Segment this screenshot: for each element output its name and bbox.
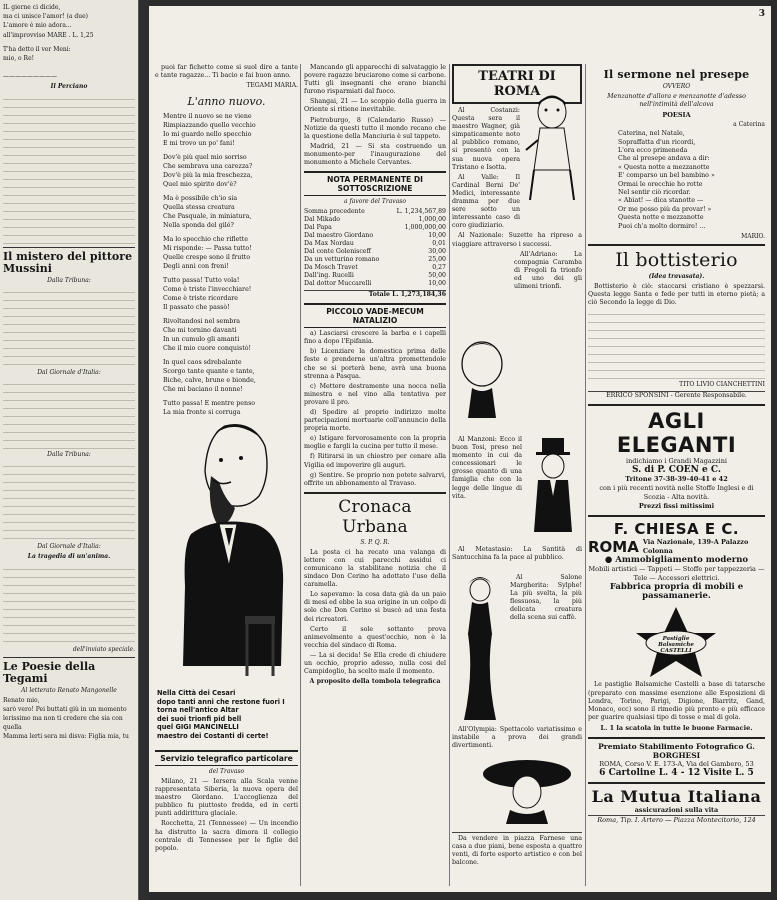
nota-donor: Dal Papa <box>304 224 332 232</box>
chiesa-ammobigliamento: ● Ammobigliamento moderno <box>604 555 749 566</box>
piccolo-item: f) Ritirarsi in un chiostro per cenare alla Vigilia ed impoverire gli auguri. <box>304 453 446 469</box>
sermone-poem-line: E' comparso un bel bambino » <box>618 172 715 180</box>
nota-donor: Dal Mikado <box>304 216 341 224</box>
olympia-news: All'Olympia: Spettacolo variatissimo e instabile a prova dei grandi divertimenti. <box>452 726 582 750</box>
poem-line: Quel mio spirito dov'è? <box>163 181 237 189</box>
poem-line: Biche, calve, brune e bionde, <box>163 377 256 385</box>
lp-line: IL gierne ci dicide, <box>3 4 61 11</box>
poem-line: Quelle crespe sono il frutto <box>163 254 251 262</box>
poem-stanza <box>163 153 298 189</box>
poem-line: Ma è possibile ch'io sia <box>163 195 238 203</box>
borghesi-prices: 6 Cartoline L. 4 - 12 Visite L. 5 <box>599 767 754 778</box>
sermone-poem-line: Che al presepe andava a dir: <box>618 155 710 163</box>
poem-line: Degli anni con freni! <box>163 263 229 271</box>
chiesa-fabbrica: Fabbrica propria di mobili e passamanerie. <box>609 582 744 602</box>
bottisterio-text-wrap <box>588 283 765 379</box>
nota-amount: 1,000,000,00 <box>404 224 446 232</box>
tristan-caricature <box>522 90 582 210</box>
lp-tragedia: La tragedia di un'anima. <box>27 553 111 561</box>
piccolo-item: b) Licenziare la domestica prima delle feste e prenderne un'altra promettendole che se si porterà bene, avrà una buona strenna a Pasqua. <box>304 348 446 380</box>
poem-line: Che sembrava una carezza? <box>163 163 253 171</box>
sermone-sub: OVVERO <box>662 83 691 90</box>
piccolo-item: a) Lasciarsi crescere la barba e i capelli fino a dopo l'Epifania. <box>304 330 446 346</box>
poem-line: Rimpiazzando quello vecchio <box>163 122 256 130</box>
lp-line: sarò vero! Pei buttati giù in un momento <box>3 706 127 714</box>
poem-line: Ma lo specchio che riflette <box>163 236 248 244</box>
poem-line: In un cumulo gli amanti <box>163 336 240 344</box>
nota-donor: Dal maestro Giordano <box>304 232 374 240</box>
nota-donor: Somma precedente <box>304 208 365 216</box>
bottisterio-text: Bottisterio è ciò: staccarsi cristiano è spezzarsi. Questa legge Santa e fede per tutti in eterno pietà; a ciò Secondo la legge di Dio. <box>588 283 765 307</box>
piccolo-item: d) Spedire al proprio indirizzo molte partecipazioni mortuarie coll'annuncio della propria morte. <box>304 408 446 433</box>
shanghai-news: Shangai, 21 — Lo scoppio della guerra in Oriente si ritiene inevitabile. <box>304 98 446 114</box>
borghesi-ad <box>588 737 765 778</box>
sermone-poem-line: « Questa notte a mezzanotte <box>618 163 710 171</box>
margherita-news: Al Salone Margherita: Sylphe! La più svelta, la più flessuosa, la più delicata creatura della scena sui caffè. <box>510 574 582 622</box>
poem-line: Che il mio cuore conquistò! <box>163 345 252 353</box>
chiesa-row <box>588 538 765 556</box>
chiesa-amm-text: Ammobigliamento moderno <box>615 555 749 566</box>
piccolo-item: e) Istigare fervorosamente con la propria moglie e fargli la cucina per tutto il mese. <box>304 435 446 451</box>
nota-row <box>304 272 446 280</box>
bottisterio-text-block <box>588 309 765 379</box>
poem-line: Come è triste l'invecchiare! <box>163 286 252 294</box>
nota-heading: NOTA PERMANENTE DI SOTTOSCRIZIONE <box>304 171 446 196</box>
poem-line: Il passato che passò! <box>163 304 230 312</box>
column-3 <box>452 64 582 884</box>
vendere-wrap <box>452 832 582 869</box>
sermone-heading: Il sermone nel presepe <box>603 68 750 81</box>
nota-amount: 30,00 <box>428 248 446 256</box>
servizio-heading: Servizio telegrafico particolare <box>155 750 298 766</box>
poem-line: Che Pasquale, in miniatura, <box>163 213 252 221</box>
poem-line: Dov'è più la mia freschezza, <box>163 172 253 180</box>
costanzi-news: Al Costanzi: Questa sera il maestro Wagner, già simpaticamente noto al pubblico romano, si presentò con la sua nuova opera Tristano e Isotta. <box>452 107 520 171</box>
nota-amount: 0,27 <box>432 264 446 272</box>
poem-line: E mi trovo un po' fani! <box>163 140 235 148</box>
poem-line: Che mi tornino davanti <box>163 327 237 335</box>
nota-donor: Dal conte Golenisceff <box>304 248 371 256</box>
lp-text-block <box>3 94 135 244</box>
agli-prices: Prezzi fissi mitissimi <box>638 502 715 511</box>
olympia-wrap <box>452 726 582 752</box>
poem-stanza <box>163 358 298 394</box>
bottisterio-sub: (Idea travasata). <box>648 273 705 281</box>
cronaca-heading: Cronaca Urbana <box>304 492 446 537</box>
sermone-poem <box>588 130 765 231</box>
mancinelli-portrait <box>155 416 298 684</box>
caption-line: dei suoi trionfi pid bell <box>157 714 242 723</box>
mutua-ad <box>588 782 765 825</box>
lp-giornale-2: Dal Giornale d'Italia: <box>37 543 101 551</box>
nazionale-news: Al Nazionale: Suzette ha ripreso a viaggiare attraverso i successi. <box>452 232 582 248</box>
column-1 <box>155 64 298 884</box>
poem-line: Rivoltandosi nel sembra <box>163 318 241 326</box>
nota-donor: Dall'ing. Rucelli <box>304 272 354 280</box>
lp-line: T'ha detto il ver Meni: <box>3 45 71 53</box>
caption-line: quel GIGI MANCINELLI <box>157 723 239 732</box>
poem-line: Mi risponde: — Passa tutto! <box>163 245 252 253</box>
poem-line: Che mi baciano il nonne! <box>163 386 243 394</box>
cronaca-paragraph: A proposito della tombola telegrafica <box>309 678 441 686</box>
nota-row <box>304 216 446 224</box>
teatri-heading: TEATRI DI ROMA <box>452 64 582 104</box>
lp-tribuna-2: Dalla Tribuna: <box>47 451 91 459</box>
page-number: 3 <box>758 9 765 19</box>
nota-amount: 25,00 <box>428 256 446 264</box>
nota-amount: L. 1,234,567,89 <box>396 208 446 216</box>
sermone-poem-line: Nel sentir ciò ricordar. <box>618 189 691 197</box>
bottisterio-heading: Il bottisterio <box>588 244 765 271</box>
nota-total: Totale L. 1,273,184,36 <box>304 290 446 299</box>
mutua-sub: assicurazioni sulla vita <box>634 805 719 814</box>
nota-amount: 1,000,00 <box>418 216 446 224</box>
poesia-dedica: a Caterina <box>733 121 765 129</box>
gerente-line: ERRICO SPONSINI - Gerente Responsabile. <box>588 391 765 400</box>
poem-stanza <box>163 112 298 148</box>
nota-sub: a favore del Travaso <box>344 198 406 206</box>
nota-amount: 10,00 <box>428 232 446 240</box>
column-2 <box>304 64 446 884</box>
piccolo-list <box>304 330 446 488</box>
sermone-poem-line: Caterina, nel Natale, <box>618 130 685 138</box>
column-rule <box>300 64 301 886</box>
lp-giornale: Dal Giornale d'Italia: <box>37 368 101 376</box>
adriano-caricature <box>452 334 512 419</box>
manzoni-caricature <box>524 436 582 536</box>
lp-mistero-heading: Il mistero del pittore Mussini <box>3 249 133 275</box>
lp-line: ma ci unisce l'amor! (a due) <box>3 13 88 21</box>
adriano-news: All'Adriano: La compagnia Caramba di Fregoli fa trionfo ed uno dei gli ulimeni trionfi. <box>514 250 582 290</box>
agli-heading: AGLI ELEGANTI <box>616 409 737 458</box>
pastiglie-price: L. 1 la scatola in tutte le buone Farmacie. <box>600 723 753 732</box>
col1-intro-text: puoi far fichetto come si suol dire a tante e tante ragazze... Ti bacio e fai buon anno. <box>155 64 298 80</box>
poem-line: Scorgo tante quante e tante, <box>163 368 255 376</box>
borghesi-heading: Premiato Stabilimento Fotografico G. BORGHESI <box>598 741 755 760</box>
chiesa-ad <box>588 515 765 601</box>
nota-donor: Da un vetturino romano <box>304 256 380 264</box>
nota-row <box>304 224 446 232</box>
nota-row <box>304 240 446 248</box>
cronaca-paragraph: Lo sapevamo: la cosa data già da un paio di mesi ed ebbe la sua origine in un colpo di sole che Don Cerino si buscò ad una festa dei ricreatori. <box>304 591 446 623</box>
column-rule <box>449 64 450 886</box>
lp-text-block <box>3 564 135 644</box>
poem-line: Dov'è più quel mio sorriso <box>163 154 247 162</box>
nota-row <box>304 256 446 264</box>
poem-line: La mia fronte si corruga <box>163 409 241 417</box>
lp-line: mio, o Re! <box>3 55 35 63</box>
lp-perciano: Il Perciano <box>50 83 88 91</box>
left-page-text: IL gierne ci dicide, ma ci unisce l'amor! (a due) L'amore è mio adora... all'improvviso MARE . L. 1,25 T'ha detto il ver Meni: mio, o Re! ————————— Il Perciano Il mistero del pittore Mussini Dalla Tribuna: Dal Giornale d'Italia: Dalla Tribuna: Dal Giornale d'Italia: La tragedia di un'anima. dell'inviato speciale. Le Poesie della Tegami Al letterato Renato Mangonelle Renato mio, sarò vero! Pei buttati giù in un momento lerissimo ma non ti credere che sia con quella Mamma lerti sera mi disva: Figlia mia, tu <box>3 4 135 740</box>
manzoni-news: Al Manzoni: Ecco il buon Tosi, preso nel momento in cui da concessionari le grosse quanto di una famiglia che con la legge delle lingue di vita. <box>452 436 522 500</box>
agli-eleganti-ad <box>588 404 765 511</box>
valle-news: Al Valle: Il Cardinal Berni De' Medici, interessante dramma per due sere sotto un interessante caso di coro giudiziario. <box>452 173 520 230</box>
lp-line: Renato mio, <box>3 697 40 705</box>
bottisterio-signature: TITO LIVIO CIANCHETTINI <box>679 381 765 389</box>
pastiglie-text-wrap <box>588 681 765 721</box>
sermone-poem-line: Puoi ch'a molto dormire! ... <box>618 222 706 230</box>
poem-line: Tutto passa! Tutto vola! <box>163 277 240 285</box>
nota-row <box>304 248 446 256</box>
spqr: S. P. Q. R. <box>360 538 390 546</box>
caption-line: dopo tanti anni che restone fuori I <box>157 697 285 706</box>
pastiglie-emblem <box>588 605 765 681</box>
sermone-poem-line: Ormai le orecchie ho rotte <box>618 180 703 188</box>
nota-row <box>304 264 446 272</box>
agli-text: con i più recenti novità nelle Stoffe Inglesi e di Scozia - Alta novità. <box>599 484 754 502</box>
cronaca-paragraph: Certo il sole sottanto prova animevolmente a quest'occhio, non è la vecchia del sindaco di Roma. <box>304 625 446 649</box>
poem-stanza <box>163 317 298 353</box>
page-gutter <box>139 0 149 900</box>
poem-line: Quella stessa creatura <box>163 204 235 212</box>
col2-news <box>304 64 446 167</box>
agli-firm: S. di P. COEN e C. <box>631 465 722 476</box>
sermone-poem-line: Questa notte e mezzanotte <box>618 214 704 222</box>
caption-line: torna nell'antico Altar <box>157 706 239 715</box>
margherita-wrap <box>510 574 582 625</box>
poem-line: Nella sponda del gilé? <box>163 222 234 230</box>
cronaca-list <box>304 549 446 687</box>
sermone-poem-line: Or me posso più da provar! » <box>618 205 712 213</box>
nota-row <box>304 232 446 240</box>
chiesa-heading: F. CHIESA E C. <box>613 520 740 539</box>
col1-intro <box>155 64 298 80</box>
piccolo-heading: PICCOLO VADE-MECUM NATALIZIO <box>304 303 446 328</box>
col3-news-mid <box>452 232 582 248</box>
column-rule <box>585 64 586 886</box>
pietroburgo-news: Pietroburgo, 8 (Calendario Russo) — Notizie da questi tutto il mondo recano che la questione della Manciuria è sul tappeto. <box>304 116 446 140</box>
cronaca-paragraph: — La si decida! Se Ella crede di chiudere un occhio, proprio adesso, nulla cosi del Campidoglio, ha scelto male il momento. <box>304 651 446 676</box>
metastasio-wrap <box>452 546 582 564</box>
lp-line: Mamma lerti sera mi disva: Figlia mia, tu <box>3 732 129 740</box>
sermone-intro: Menzanotte d'allora e menzanotte d'adesso nell'intimità dell'alcova <box>607 93 746 109</box>
lp-tribuna: Dalla Tribuna: <box>47 276 91 284</box>
servizio-sub: del Travaso <box>208 768 245 775</box>
rocchetta-news: Rocchetta, 21 (Tennessee) — Un incendio ha distrutto la sacra dimora il collegio centrale di Tennessee per le figlie del popolo. <box>155 820 298 852</box>
servizio-section <box>155 746 298 855</box>
lp-line: L'amore è mio adora... <box>3 22 72 30</box>
metastasio-news: Al Metastasio: La Santità di Santucchina fa la pace al pubblico. <box>452 546 582 562</box>
lp-text-block <box>3 287 135 367</box>
nota-row <box>304 208 446 216</box>
nota-amount: 50,00 <box>428 272 446 280</box>
poem-line: Io mi guardo nello specchio <box>163 131 252 139</box>
tipografia-line: Roma, Tip. I. Artero — Piazza Montecitorio, 124 <box>588 815 765 825</box>
sylphe-caricature <box>452 574 508 724</box>
nota-donor: Dal dottor Muccarelli <box>304 280 372 288</box>
nota-amount: 0,01 <box>432 240 446 248</box>
col2-intro: Mancando gli apparecchi di salvataggio le povere ragazze bruciarono come si carbone. Tutti gli insegnanti che erano bianchi furono risparmiati dal fuoco. <box>304 64 446 96</box>
sermone-poem-line: L'ora ecco primeneda <box>618 147 688 154</box>
left-page <box>0 0 139 900</box>
poem-title: L'anno nuovo. <box>187 95 266 109</box>
hat-lady-caricature <box>482 754 572 824</box>
poem-stanza <box>163 235 298 271</box>
cronaca-paragraph: La posta ci ha recato una valanga di lettere con cui parecchi assidui ci comunicano la stabilitane notizia che il sindaco Don Cerino ha adottato l'uso della caramella. <box>304 548 446 589</box>
caption-line: Nella Città dei Cesari <box>157 689 236 697</box>
agli-address: Tritone 37-38-39-40-41 e 42 <box>625 475 728 484</box>
lp-poesie-heading: Le Poesie della Tegami <box>3 659 96 685</box>
nota-donor: Da Max Nordau <box>304 240 354 248</box>
lp-line: lerissimo ma non ti credere che sia con quella <box>3 715 123 731</box>
pastiglie-text: Le pastiglie Balsamiche Castelli a base di tatarsche (preparato con massime esenzione alle Esposizioni di Londra, Torino, Parigi, Digione, Biarritz, Gand, Monaco, ecc) sono il rimedio più pronto e più efficace per guarire qualsiasi tipo di tosse e mal di gola. <box>588 681 765 721</box>
caption-line: maestro dei Costanti di certe! <box>157 731 269 740</box>
poem-line: In quel caos sdrebalante <box>163 359 242 367</box>
column-4 <box>588 64 765 884</box>
poesia-label: POESIA <box>662 111 691 120</box>
adriano-news-wrap <box>514 251 582 291</box>
nota-amount: 10,00 <box>428 280 446 288</box>
poem-line: Come è triste ricordare <box>163 295 238 303</box>
milano-news: Milano, 21 — Iersera alla Scala venne rappresentata Siberia, la nuova opera del maestro Giordano. L'accoglienza del pubblico fu piuttosto fredda, ed in certi punti addirittura glaciale. <box>155 778 298 818</box>
nota-table <box>304 208 446 288</box>
poesia-signature: MARIO. <box>741 233 765 241</box>
poem-stanza <box>163 276 298 312</box>
mutua-heading: La Mutua Italiana <box>591 786 762 806</box>
portrait-caption <box>157 689 297 741</box>
lp-text-block <box>3 461 135 541</box>
vendere-notice: Da vendere in piazza Farnese una casa a due piani, bene esposta a quattro venti, di forte esporto artistico e con bel balcone. <box>452 835 582 867</box>
col3-news-top <box>452 107 520 230</box>
piccolo-item: c) Mettere destramente una nocca nella minestra e nel vino alla tentativa per provare il pro. <box>304 382 446 406</box>
chiesa-city: ROMA <box>588 538 639 557</box>
lp-text-block <box>3 379 135 449</box>
manzoni-wrap <box>452 436 522 503</box>
borghesi-address: ROMA, Corso V. E. 173-A, Via del Gambero, 53 <box>599 759 754 768</box>
pastiglie-label: Pastiglie Balsamiche CASTELLI <box>658 636 694 655</box>
poem-line: Tutto passa! E mentre penso <box>163 400 256 408</box>
chiesa-address: Via Nazionale, 139-A Palazzo Colonna <box>642 538 749 556</box>
agli-sub: indichiamo i Grandi Magazzini <box>625 457 727 466</box>
chiesa-items: Mobili artistici — Tappeti — Stoffe per tappezzeria — Tele — Accessori elettrici. <box>588 565 765 583</box>
poem-line: Mentre il nuovo se ne viene <box>163 113 252 121</box>
col1-intro-signature: TEGAMI MARIA. <box>246 82 298 90</box>
poem-stanza <box>163 194 298 230</box>
lp-poesie-sub: Al letterato Renato Mangonelle <box>21 686 117 694</box>
madrid-news: Madrid, 21 — Si sta costruendo un monumento-per l'inaugurazione del monumento a Michele Cervantes. <box>304 142 446 167</box>
lp-corrispondente: dell'inviato speciale. <box>72 645 135 653</box>
sermone-poem-line: « Abiat! — dica stanotte — <box>618 197 704 205</box>
piccolo-item: g) Sentire. Se proprio non potete salvarvi, offrite un abbonamento al Travaso. <box>304 471 446 487</box>
newspaper-page <box>149 6 771 892</box>
nota-donor: Da Mosch Travet <box>304 264 358 272</box>
lp-line: all'improvviso MARE . L. 1,25 <box>3 31 94 39</box>
nota-row <box>304 280 446 288</box>
sermone-poem-line: Sopraffatta d'un ricordi, <box>618 138 696 146</box>
